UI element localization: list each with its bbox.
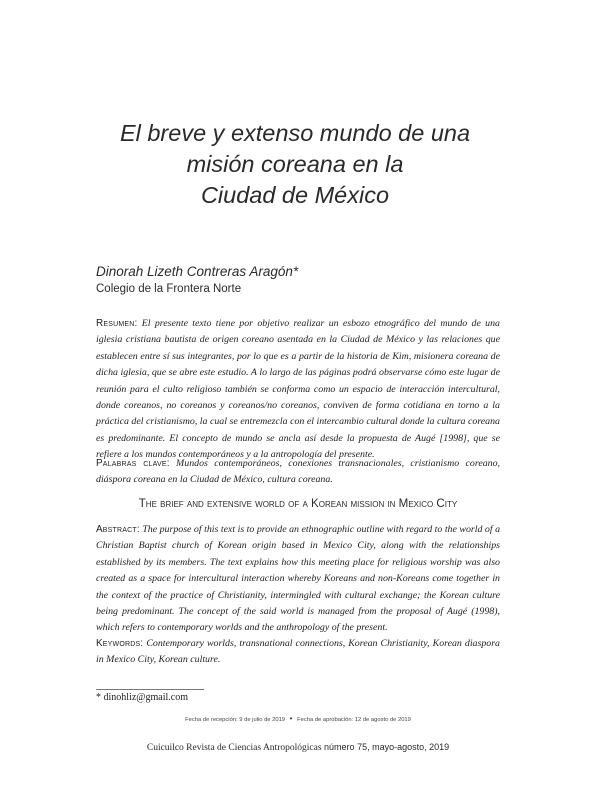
title-line-3: Ciudad de México: [200, 182, 390, 208]
title-line-1: El breve y extenso mundo de una: [119, 120, 471, 146]
footnote-divider: [96, 689, 204, 690]
footnote-email: * dinohliz@gmail.com: [96, 692, 188, 703]
palabras-clave-paragraph: [96, 456, 500, 489]
article-title: [95, 118, 495, 211]
keywords-label: Keywords:: [96, 638, 144, 649]
author-name: Dinorah Lizeth Contreras Aragón*: [96, 264, 299, 279]
abstract-text: The purpose of this text is to provide an ethnographic outline with regard to the world of a Christian Baptist church of Korean origin based in Mexico City, along with the relationships established by its members. The text explains how this meeting place for religious worship was also created as a space for intercultural interaction whereby Koreans and non-Koreans come together in the context of the practice of Christianity, intermingled with cultural exchange; the Korean culture being predominant. The concept of the said world is managed from the proposal of Augé (1998), which refers to contemporary worlds and the anthropology of the present.: [96, 524, 501, 634]
resumen-text: El presente texto tiene por objetivo realizar un esbozo etnográfico del mundo de una iglesia cristiana bautista de origen coreano asentada en la Ciudad de México y las relaciones que establecen entre sí sus integrantes, por lo que es a partir de la historia de Kim, misionera coreana de dicha iglesia, que se abre este estudio. A lo largo de las páginas podrá observarse cómo este lugar de reunión para el culto religioso también se conforma como un espacio de interacción intercultural, donde coreanos, no coreanos y coreanos/no coreanos, conviven de forma cotidiana en torno a la práctica del cristianismo, la cual se entremezcla con el intercambio cultural donde la cultura coreana es predominante. El concepto de mundo se ancla así desde la propuesta de Augé [1998], que se refiere a los mundos contemporáneos y a la antropología del presente.: [96, 318, 500, 461]
english-title: The brief and extensive world of a Korean mission in Mexico City: [138, 497, 458, 510]
date-separator: •: [289, 714, 293, 723]
keywords-paragraph: [96, 636, 500, 669]
keywords-text: Contemporary worlds, transnational connections, Korean Christianity, Korean diaspora in Mexico City, Korean culture.: [96, 638, 500, 666]
resumen-label: Resumen:: [96, 318, 138, 329]
author-affiliation: Colegio de la Frontera Norte: [96, 283, 242, 295]
article-dates: [96, 714, 500, 723]
palabras-clave-label: Palabras clave:: [96, 458, 170, 469]
title-line-2: misión coreana en la: [186, 151, 404, 177]
journal-issue: número 75, mayo-agosto, 2019: [324, 742, 450, 752]
received-date: Fecha de recepción: 9 de julio de 2019: [185, 717, 286, 723]
abstract-paragraph: [96, 522, 500, 637]
resumen-paragraph: [96, 316, 500, 464]
journal-footer: [96, 742, 500, 753]
approved-date: Fecha de aprobación: 12 de agosto de 2019: [297, 717, 411, 723]
palabras-clave-text: Mundos contemporáneos, conexiones transnacionales, cristianismo coreano, diáspora coreana en la Ciudad de México, cultura coreana.: [96, 458, 501, 486]
journal-name: Cuicuilco Revista de Ciencias Antropológicas: [146, 743, 322, 753]
abstract-label: Abstract:: [96, 524, 140, 535]
